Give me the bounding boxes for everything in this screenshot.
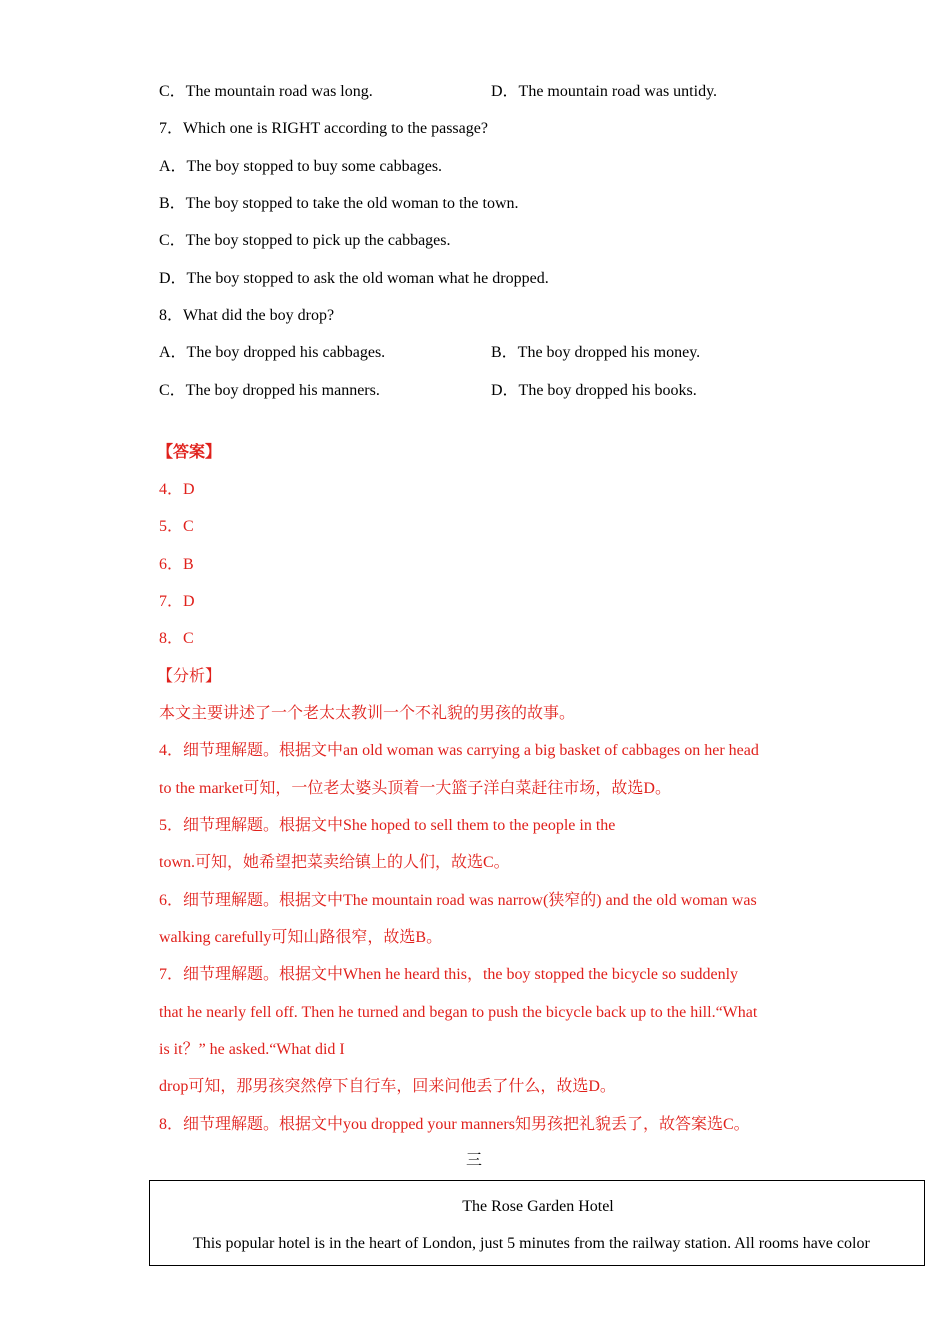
analysis-heading: 【分析】	[157, 668, 222, 685]
analysis-line: 7．细节理解题。根据文中When he heard this，the boy stopped the bicycle so suddenly	[159, 966, 739, 983]
hotel-ad-text: This popular hotel is in the heart of London, just 5 minutes from the railway station. All rooms have color	[193, 1235, 870, 1252]
analysis-line: drop可知，那男孩突然停下自行车，回来问他丢了什么，故选D。	[159, 1078, 616, 1095]
analysis-line: is it？” he asked.“What did I	[159, 1041, 345, 1058]
answer-item: 8．C	[159, 630, 194, 647]
q7-option-a: A．The boy stopped to buy some cabbages.	[159, 158, 443, 175]
analysis-line: 8．细节理解题。根据文中you dropped your manners知男孩把礼貌丢了，故答案选C。	[159, 1116, 750, 1133]
q6-option-d: D．The mountain road was untidy.	[491, 83, 718, 100]
q8-option-a: A．The boy dropped his cabbages.	[159, 344, 386, 361]
answer-item: 6．B	[159, 556, 194, 573]
q7-option-d: D．The boy stopped to ask the old woman what he dropped.	[159, 270, 549, 287]
answer-item: 7．D	[159, 593, 195, 610]
answer-item: 5．C	[159, 518, 194, 535]
analysis-line: 5．细节理解题。根据文中She hoped to sell them to the people in the	[159, 817, 616, 834]
q8-option-d: D．The boy dropped his books.	[491, 382, 697, 399]
analysis-line: town.可知，她希望把菜卖给镇上的人们，故选C。	[159, 854, 510, 871]
answer-heading: 【答案】	[157, 444, 222, 461]
analysis-line: 4．细节理解题。根据文中an old woman was carrying a big basket of cabbages on her head	[159, 742, 759, 759]
q7-option-c: C．The boy stopped to pick up the cabbages.	[159, 232, 451, 249]
answer-item: 4．D	[159, 481, 195, 498]
analysis-line: 6．细节理解题。根据文中The mountain road was narrow(狭窄的) and the old woman was	[159, 892, 757, 909]
analysis-line: that he nearly fell off. Then he turned and began to push the bicycle back up to the hill.“What	[159, 1004, 758, 1021]
section-number: 三	[466, 1152, 483, 1169]
analysis-line: to the market可知，一位老太婆头顶着一大篮子洋白菜赶往市场，故选D。	[159, 780, 671, 797]
q8-option-c: C．The boy dropped his manners.	[159, 382, 380, 399]
q8-option-b: B．The boy dropped his money.	[491, 344, 701, 361]
q7-option-b: B．The boy stopped to take the old woman to the town.	[159, 195, 519, 212]
q7-stem: 7．Which one is RIGHT according to the passage?	[159, 120, 488, 137]
hotel-ad-box	[149, 1180, 925, 1266]
q8-stem: 8．What did the boy drop?	[159, 307, 335, 324]
q6-option-c: C．The mountain road was long.	[159, 83, 373, 100]
analysis-line: walking carefully可知山路很窄，故选B。	[159, 929, 443, 946]
hotel-ad-title: The Rose Garden Hotel	[462, 1198, 614, 1215]
analysis-summary: 本文主要讲述了一个老太太教训一个不礼貌的男孩的故事。	[159, 705, 576, 722]
